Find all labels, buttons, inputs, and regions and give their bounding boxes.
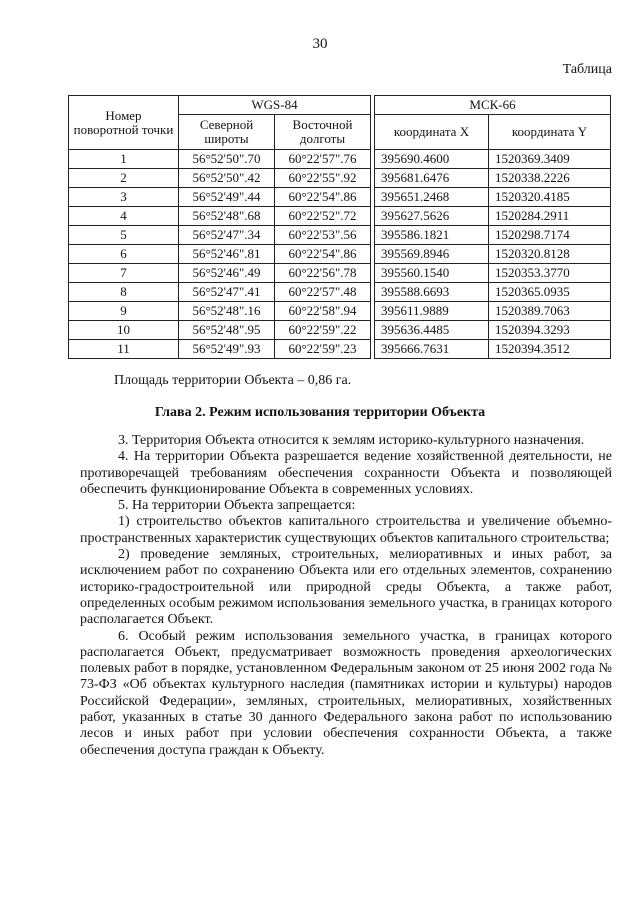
latitude-cell: 56°52'48".68 [179,207,275,226]
coord-x-cell: 395588.6693 [375,283,489,302]
paragraph-4: 4. На территории Объекта разрешается ведение хозяйственной деятельности, не противоречащей требованиям обеспечения сохранности Объекта и позволяющей обеспечить функционирование Объекта в современных условиях. [80,449,612,497]
paragraph-5-1: 1) строительство объектов капитального строительства и увеличение объемно-пространственных характеристик существующих объектов капитального строительства; [80,514,612,546]
longitude-cell: 60°22'55".92 [275,169,371,188]
longitude-cell: 60°22'53".56 [275,226,371,245]
point-number-cell: 4 [69,207,179,226]
point-number-cell: 3 [69,188,179,207]
coord-x-cell: 395651.2468 [375,188,489,207]
coord-x-cell: 395586.1821 [375,226,489,245]
area-text: Площадь территории Объекта – 0,86 га. [114,373,352,388]
latitude-cell: 56°52'50".42 [179,169,275,188]
page-number: 30 [312,36,328,52]
point-number-cell: 8 [69,283,179,302]
coord-x-cell: 395636.4485 [375,321,489,340]
longitude-cell: 60°22'54".86 [275,188,371,207]
header-coord-y: координата Y [489,115,611,150]
latitude-cell: 56°52'49".93 [179,340,275,359]
point-number-cell: 10 [69,321,179,340]
coord-y-cell: 1520320.8128 [489,245,611,264]
longitude-cell: 60°22'59".22 [275,321,371,340]
coord-y-cell: 1520389.7063 [489,302,611,321]
table-row [69,264,611,283]
paragraph-3: 3. Территория Объекта относится к землям историко-культурного назначения. [118,433,585,448]
latitude-cell: 56°52'46".81 [179,245,275,264]
point-number-cell: 1 [69,150,179,169]
header-wgs84: WGS-84 [179,96,371,115]
coord-x-cell: 395611.9889 [375,302,489,321]
longitude-cell: 60°22'59".23 [275,340,371,359]
coord-y-cell: 1520298.7174 [489,226,611,245]
longitude-cell: 60°22'52".72 [275,207,371,226]
coordinates-table [68,95,611,359]
coord-x-cell: 395560.1540 [375,264,489,283]
table-caption: Таблица [562,62,612,77]
coord-x-cell: 395627.5626 [375,207,489,226]
coord-y-cell: 1520369.3409 [489,150,611,169]
body-text [80,433,612,759]
point-number-cell: 5 [69,226,179,245]
paragraph-6: 6. Особый режим использования земельного участка, в границах которого располагается Объект, предусматривает возможность проведения археологических полевых работ в порядке, установленном Федеральным законом от 25 июня 2002 года № 73-ФЗ «Об объектах культурного наследия (памятниках истории и культуры) народов Российской Федерации», земляных, строительных, мелиоративных, хозяйственных работ, указанных в статье 30 данного Федерального закона работ по использованию лесов и иных работ при условии обеспечения сохранности Объекта, а также обеспечения доступа граждан к Объекту. [80,628,612,758]
chapter-title: Глава 2. Режим использования территории Объекта [154,405,486,420]
table-row [69,283,611,302]
latitude-cell: 56°52'48".16 [179,302,275,321]
table-row [69,340,611,359]
latitude-cell: 56°52'48".95 [179,321,275,340]
table-row [69,321,611,340]
longitude-cell: 60°22'57".76 [275,150,371,169]
table-row [69,188,611,207]
coord-y-cell: 1520320.4185 [489,188,611,207]
table-row [69,169,611,188]
coord-y-cell: 1520365.0935 [489,283,611,302]
latitude-cell: 56°52'46".49 [179,264,275,283]
point-number-cell: 9 [69,302,179,321]
header-point-number: Номер поворотной точки [69,96,179,150]
paragraph-5-2: 2) проведение земляных, строительных, мелиоративных и иных работ, за исключением работ по сохранению Объекта или его отдельных элементов, сохранению историко-градостроительной или природной среды Объекта, а также работ, определенных особым режимом использования земельного участка, в границах которого располагается Объект. [80,547,612,628]
table-row [69,302,611,321]
coord-x-cell: 395681.6476 [375,169,489,188]
table-row [69,245,611,264]
paragraph-5: 5. На территории Объекта запрещается: [118,498,356,514]
table-row [69,150,611,169]
header-longitude: Восточной долготы [275,115,371,150]
coord-y-cell: 1520284.2911 [489,207,611,226]
coord-y-cell: 1520353.3770 [489,264,611,283]
coord-y-cell: 1520338.2226 [489,169,611,188]
header-msk66: МСК-66 [375,96,611,115]
point-number-cell: 2 [69,169,179,188]
table-row [69,226,611,245]
longitude-cell: 60°22'58".94 [275,302,371,321]
coord-x-cell: 395569.8946 [375,245,489,264]
header-coord-x: координата X [375,115,489,150]
table-row [69,207,611,226]
latitude-cell: 56°52'49".44 [179,188,275,207]
coord-y-cell: 1520394.3512 [489,340,611,359]
point-number-cell: 11 [69,340,179,359]
latitude-cell: 56°52'47".41 [179,283,275,302]
longitude-cell: 60°22'54".86 [275,245,371,264]
point-number-cell: 7 [69,264,179,283]
longitude-cell: 60°22'56".78 [275,264,371,283]
header-latitude: Северной широты [179,115,275,150]
coord-y-cell: 1520394.3293 [489,321,611,340]
coord-x-cell: 395666.7631 [375,340,489,359]
latitude-cell: 56°52'47".34 [179,226,275,245]
latitude-cell: 56°52'50".70 [179,150,275,169]
point-number-cell: 6 [69,245,179,264]
longitude-cell: 60°22'57".48 [275,283,371,302]
coord-x-cell: 395690.4600 [375,150,489,169]
table-body [69,150,611,359]
